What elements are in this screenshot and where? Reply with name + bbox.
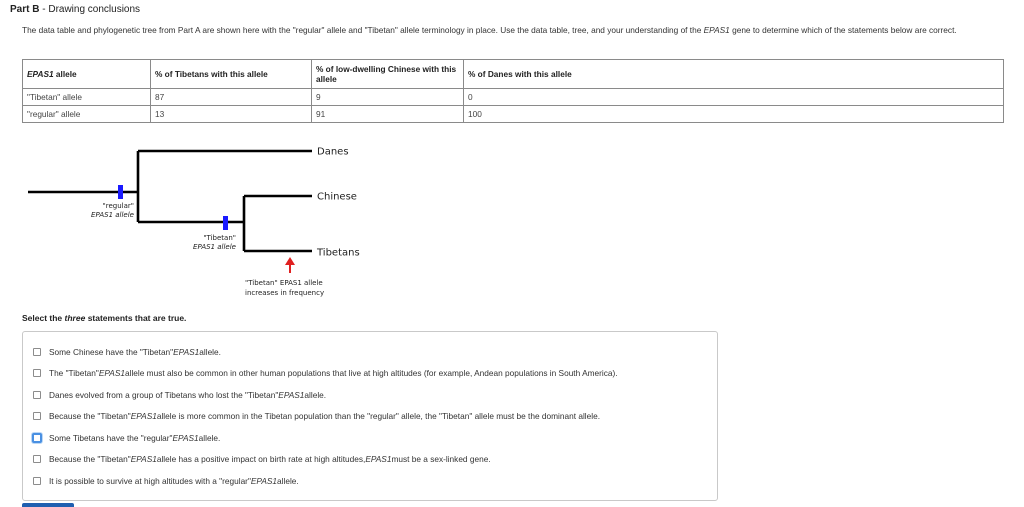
tibetan-allele-label-1: "Tibetan" (203, 234, 236, 242)
checkbox[interactable] (33, 391, 41, 399)
tibetan-allele-marker (223, 216, 228, 230)
row-tibetans: 13 (151, 106, 312, 123)
part-label: Part B (10, 4, 40, 15)
option-5[interactable] (33, 431, 220, 445)
option-text-end: must be a sex-linked gene. (391, 454, 491, 464)
part-title (10, 4, 140, 15)
checkbox-focused[interactable] (32, 433, 42, 443)
option-text-end: allele. (199, 347, 221, 357)
row-danes: 100 (464, 106, 1004, 123)
leaf-tibetans: Tibetans (317, 247, 360, 259)
instructions-text (22, 24, 1012, 36)
option-gene: EPAS1 (130, 411, 157, 421)
allele-data-table (22, 59, 1004, 123)
intro-text-end: gene to determine which of the statements below are correct. (729, 25, 957, 35)
prompt-text: Select the (22, 313, 65, 323)
row-chinese: 9 (312, 89, 464, 106)
checkbox[interactable] (33, 455, 41, 463)
arrow-note-line-1: "Tibetan" EPAS1 allele (245, 279, 323, 287)
part-heading: Drawing conclusions (48, 4, 141, 15)
regular-allele-label-2: EPAS1 allele (91, 211, 134, 219)
leaf-chinese: Chinese (317, 191, 357, 203)
option-gene: EPAS1 (172, 433, 199, 443)
header-allele-gene: EPAS1 (27, 69, 54, 79)
option-text-end: allele must also be common in other human populations that live at high altitudes (for example, Andean populations in South America). (125, 368, 618, 378)
answer-options-panel (22, 331, 718, 501)
option-text: Danes evolved from a group of Tibetans who lost the "Tibetan" (49, 390, 279, 400)
tibetan-allele-label-2: EPAS1 allele (193, 243, 236, 251)
header-danes: % of Danes with this allele (464, 60, 1004, 89)
header-chinese: % of low-dwelling Chinese with this allele (312, 60, 464, 89)
option-text: Because the "Tibetan" (49, 411, 131, 421)
frequency-arrow-icon (285, 257, 295, 273)
option-text-end: allele is more common in the Tibetan population than the "regular" allele, the "Tibetan" allele must be the dominant allele. (156, 411, 601, 421)
leaf-danes: Danes (317, 146, 349, 158)
option-1[interactable] (33, 345, 221, 359)
option-text: Some Tibetans have the "regular" (49, 433, 173, 443)
option-gene: EPAS1 (98, 368, 125, 378)
table-header-row (23, 60, 1004, 89)
option-7[interactable] (33, 474, 299, 488)
header-allele (23, 60, 151, 89)
option-gene: EPAS1 (278, 390, 305, 400)
option-text: The "Tibetan" (49, 368, 99, 378)
option-2[interactable] (33, 366, 618, 380)
option-text: Some Chinese have the "Tibetan" (49, 347, 174, 357)
option-gene: EPAS1 (130, 454, 157, 464)
row-allele: "Tibetan" allele (23, 89, 151, 106)
option-6[interactable] (33, 452, 491, 466)
option-text: Because the "Tibetan" (49, 454, 131, 464)
prompt-emphasis: three (64, 313, 86, 323)
tree-branches (28, 151, 312, 251)
header-tibetans: % of Tibetans with this allele (151, 60, 312, 89)
part-separator: - (39, 4, 49, 15)
option-text-end: allele. (304, 390, 327, 400)
checkbox[interactable] (33, 369, 41, 377)
option-4[interactable] (33, 409, 600, 423)
row-danes: 0 (464, 89, 1004, 106)
phylogenetic-tree (0, 140, 420, 305)
arrow-note-line-2: increases in frequency (245, 289, 325, 297)
option-text-mid: allele has a positive impact on birth rate at high altitudes, (156, 454, 366, 464)
intro-text: The data table and phylogenetic tree from Part A are shown here with the "regular" allele and "Tibetan" allele terminology in place. Use the data table, tree, and your understanding of the (22, 25, 704, 35)
option-gene-2: EPAS1 (365, 454, 392, 464)
regular-allele-label-1: "regular" (102, 202, 134, 210)
option-text-end: allele. (277, 476, 299, 486)
option-text: It is possible to survive at high altitudes with a "regular" (49, 476, 251, 486)
intro-gene: EPAS1 (703, 25, 730, 35)
row-tibetans: 87 (151, 89, 312, 106)
checkbox[interactable] (33, 412, 41, 420)
option-gene: EPAS1 (250, 476, 278, 486)
prompt-text-end: statements that are true. (85, 313, 187, 323)
option-3[interactable] (33, 388, 326, 402)
checkbox[interactable] (33, 477, 41, 485)
row-allele: "regular" allele (23, 106, 151, 123)
regular-allele-marker (118, 185, 123, 199)
row-chinese: 91 (312, 106, 464, 123)
checkbox[interactable] (33, 348, 41, 356)
submit-button[interactable] (22, 503, 74, 507)
table-row (23, 89, 1004, 106)
header-allele-rest: allele (53, 69, 77, 79)
question-prompt (22, 313, 186, 323)
option-gene: EPAS1 (173, 347, 200, 357)
table-row (23, 106, 1004, 123)
option-text-end: allele. (198, 433, 221, 443)
